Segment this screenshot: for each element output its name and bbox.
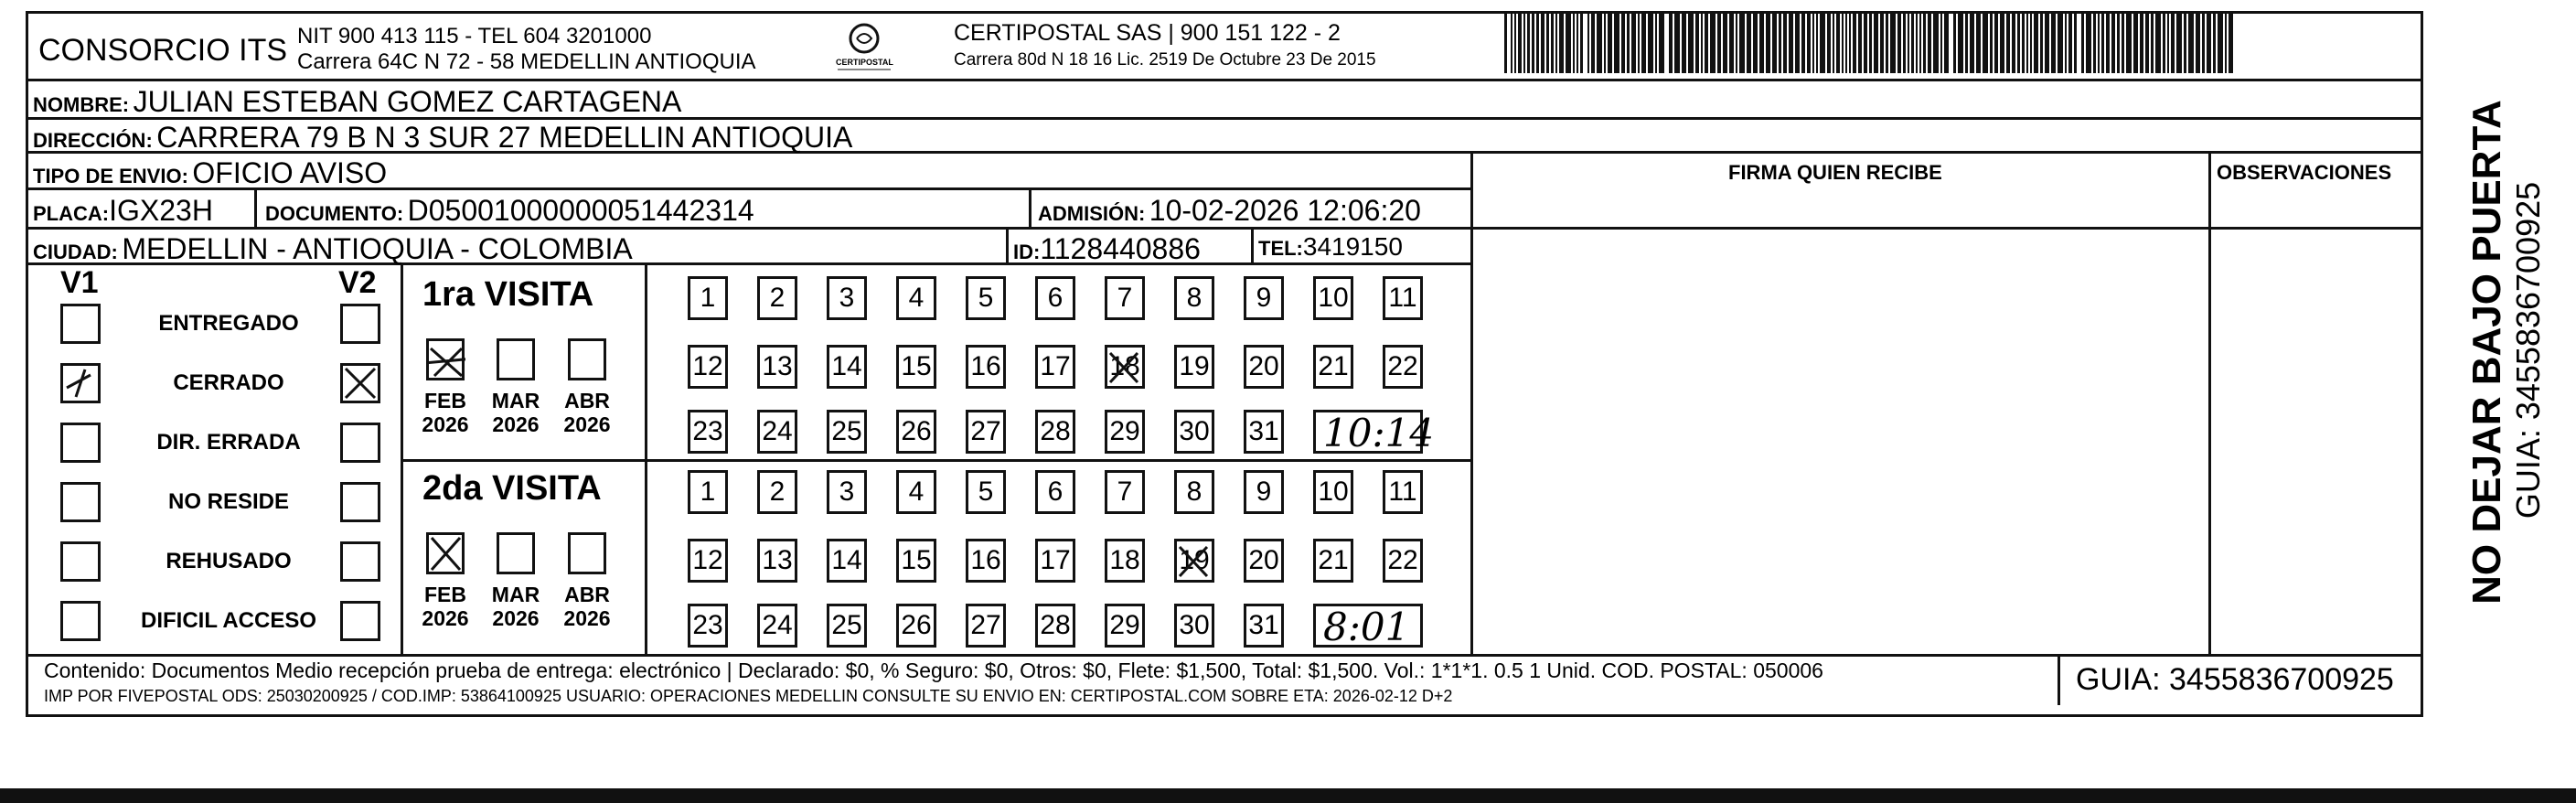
- day-box[interactable]: [1174, 539, 1214, 583]
- month-name: ABR: [564, 389, 610, 412]
- handwritten-time-box[interactable]: [1313, 410, 1435, 455]
- day-number: 10: [1318, 476, 1349, 507]
- status-label: ENTREGADO: [158, 311, 299, 336]
- nombre-value: JULIAN ESTEBAN GOMEZ CARTAGENA: [133, 85, 682, 118]
- day-number: 23: [692, 610, 723, 640]
- day-number: 8: [1186, 476, 1202, 507]
- bottom-strip: [0, 788, 2576, 803]
- day-box[interactable]: [688, 539, 728, 583]
- day-number: 12: [692, 351, 723, 381]
- side-guia: GUIA: 3455836700925: [2509, 181, 2547, 519]
- observaciones-header: OBSERVACIONES: [2217, 161, 2392, 184]
- row-divider: [26, 654, 2423, 657]
- status-label: CERRADO: [173, 370, 284, 395]
- tipo-envio-value: OFICIO AVISO: [192, 156, 388, 189]
- day-box[interactable]: [688, 604, 728, 648]
- v1-label: V1: [60, 265, 99, 300]
- v1-checkbox[interactable]: [60, 482, 101, 522]
- day-box[interactable]: [688, 470, 728, 514]
- direccion-label: DIRECCIÓN:: [33, 129, 153, 152]
- day-box[interactable]: [688, 410, 728, 454]
- v1-checkbox[interactable]: [60, 541, 101, 582]
- firma-header: FIRMA QUIEN RECIBE: [1728, 161, 1942, 184]
- handwritten-time: 8:01: [1323, 605, 1410, 649]
- status-label: DIFICIL ACCESO: [140, 608, 316, 633]
- status-label: NO RESIDE: [167, 489, 290, 514]
- day-number: 1: [700, 476, 716, 507]
- id-label: ID:: [1013, 241, 1041, 263]
- day-box[interactable]: [1035, 276, 1075, 320]
- day-box[interactable]: [1244, 470, 1284, 514]
- col-divider: [645, 262, 647, 654]
- day-number: 1: [700, 283, 716, 313]
- day-number: 17: [1040, 351, 1071, 381]
- day-number: 21: [1318, 351, 1349, 381]
- visit-2-title: 2da VISITA: [422, 469, 602, 508]
- day-number: 4: [908, 283, 925, 313]
- day-number: 5: [978, 283, 994, 313]
- day-number: 31: [1248, 610, 1279, 640]
- day-number: 7: [1117, 476, 1133, 507]
- direccion-value: CARRERA 79 B N 3 SUR 27 MEDELLIN ANTIOQUIA: [156, 121, 853, 154]
- v1-checkbox[interactable]: [60, 601, 101, 641]
- day-box[interactable]: [757, 410, 797, 454]
- day-number: 7: [1117, 283, 1133, 313]
- month-checkbox[interactable]: [497, 532, 535, 574]
- v2-checkbox[interactable]: [340, 423, 380, 463]
- day-number: 24: [762, 416, 793, 446]
- footer-imp: IMP POR FIVEPOSTAL ODS: 25030200925 / COD.IMP: 53864100925 USUARIO: OPERACIONES MEDELLIN CONSULTE SU ENVIO EN: CERTIPOSTAL.COM SOBRE ETA: 2026-02-12 D+2: [44, 687, 1453, 705]
- day-box[interactable]: [896, 539, 936, 583]
- day-number: 3: [839, 283, 855, 313]
- day-box[interactable]: [896, 345, 936, 389]
- day-box[interactable]: [1105, 539, 1145, 583]
- day-box[interactable]: [1035, 410, 1075, 454]
- placa-value: IGX23H: [109, 194, 213, 227]
- side-warning: NO DEJAR BAJO PUERTA: [2464, 100, 2509, 605]
- day-box[interactable]: [966, 604, 1006, 648]
- day-number: 9: [1256, 283, 1272, 313]
- day-number: 13: [762, 545, 793, 575]
- company-address: Carrera 64C N 72 - 58 MEDELLIN ANTIOQUIA: [297, 49, 756, 74]
- col-divider: [1029, 187, 1031, 227]
- day-box[interactable]: [1244, 276, 1284, 320]
- day-number: 24: [762, 610, 793, 640]
- courier-license: Carrera 80d N 18 16 Lic. 2519 De Octubre 23 De 2015: [954, 50, 1376, 70]
- day-number: 25: [831, 610, 862, 640]
- day-number: 29: [1109, 610, 1140, 640]
- day-number: 17: [1040, 545, 1071, 575]
- day-number: 18: [1109, 351, 1140, 381]
- day-number: 21: [1318, 545, 1349, 575]
- ciudad-value: MEDELLIN - ANTIOQUIA - COLOMBIA: [122, 232, 633, 265]
- day-box[interactable]: [1244, 345, 1284, 389]
- month-checkbox[interactable]: [426, 532, 465, 574]
- day-number: 29: [1109, 416, 1140, 446]
- day-box[interactable]: [827, 276, 867, 320]
- month-year: 2026: [422, 412, 469, 437]
- observaciones-area[interactable]: [2213, 192, 2419, 649]
- admision-label: ADMISIÓN:: [1038, 202, 1146, 225]
- day-number: 13: [762, 351, 793, 381]
- day-box[interactable]: [757, 276, 797, 320]
- day-number: 20: [1248, 351, 1279, 381]
- day-number: 11: [1388, 476, 1417, 507]
- day-box[interactable]: [896, 470, 936, 514]
- v2-checkbox[interactable]: [340, 541, 380, 582]
- day-box[interactable]: [688, 345, 728, 389]
- placa-label: PLACA:: [33, 202, 110, 225]
- day-box[interactable]: [1174, 276, 1214, 320]
- company-nit-tel: NIT 900 413 115 - TEL 604 3201000: [297, 24, 652, 48]
- day-number: 8: [1186, 283, 1202, 313]
- footer-contenido: Contenido: Documentos Medio recepción prueba de entrega: electrónico | Declarado: $0, % Seguro: $0, Otros: $0, Flete: $1,500, Total: $1,500. Vol.: 1*1*1. 0.5 1 Unid. COD. POSTAL: 050006: [44, 658, 1823, 682]
- day-number: 28: [1040, 416, 1071, 446]
- day-box[interactable]: [757, 604, 797, 648]
- month-name: MAR: [491, 389, 540, 412]
- day-box[interactable]: [1035, 470, 1075, 514]
- v1-checkbox[interactable]: [60, 304, 101, 344]
- day-number: 19: [1179, 351, 1210, 381]
- day-number: 15: [901, 545, 932, 575]
- day-box[interactable]: [1105, 410, 1145, 454]
- side-text: [2428, 100, 2547, 617]
- month-checkbox[interactable]: [568, 338, 606, 380]
- day-box[interactable]: [1383, 470, 1423, 514]
- day-box[interactable]: [1244, 539, 1284, 583]
- day-number: 19: [1179, 545, 1210, 575]
- day-number: 3: [839, 476, 855, 507]
- col-divider: [1470, 151, 1473, 654]
- documento-label: DOCUMENTO:: [265, 202, 404, 225]
- v2-checkbox[interactable]: [340, 601, 380, 641]
- day-number: 14: [831, 545, 862, 575]
- month-checkbox[interactable]: [568, 532, 606, 574]
- day-box[interactable]: [688, 276, 728, 320]
- day-number: 2: [769, 476, 786, 507]
- status-label: REHUSADO: [166, 549, 292, 573]
- v2-checkbox[interactable]: [340, 363, 380, 403]
- month-year: 2026: [422, 606, 469, 631]
- month-label: [560, 389, 615, 437]
- day-box[interactable]: [1313, 345, 1353, 389]
- v1-checkbox[interactable]: [60, 363, 101, 403]
- day-box[interactable]: [1313, 470, 1353, 514]
- day-box[interactable]: [1174, 410, 1214, 454]
- day-number: 22: [1387, 351, 1418, 381]
- certipostal-logo: [832, 22, 896, 77]
- visit-divider: [401, 459, 1470, 462]
- day-box[interactable]: [827, 539, 867, 583]
- day-box[interactable]: [1174, 470, 1214, 514]
- day-number: 16: [970, 351, 1001, 381]
- month-checkbox[interactable]: [497, 338, 535, 380]
- month-year: 2026: [492, 412, 540, 437]
- col-divider: [401, 262, 403, 654]
- day-number: 27: [970, 610, 1001, 640]
- month-label: [418, 389, 473, 437]
- day-number: 6: [1047, 476, 1064, 507]
- day-box[interactable]: [1383, 345, 1423, 389]
- month-label: [488, 389, 543, 437]
- month-checkbox[interactable]: [426, 338, 465, 380]
- day-number: 2: [769, 283, 786, 313]
- v1-checkbox[interactable]: [60, 423, 101, 463]
- day-box[interactable]: [1383, 539, 1423, 583]
- day-number: 18: [1109, 545, 1140, 575]
- day-number: 26: [901, 610, 932, 640]
- day-box[interactable]: [1105, 345, 1145, 389]
- day-box[interactable]: [1313, 276, 1353, 320]
- day-number: 30: [1179, 416, 1210, 446]
- day-box[interactable]: [896, 410, 936, 454]
- month-name: MAR: [491, 583, 540, 606]
- day-number: 31: [1248, 416, 1279, 446]
- day-box[interactable]: [1035, 539, 1075, 583]
- col-divider: [1251, 227, 1254, 262]
- ciudad-label: CIUDAD:: [33, 241, 118, 263]
- month-year: 2026: [563, 606, 611, 631]
- day-box[interactable]: [1174, 604, 1214, 648]
- day-number: 22: [1387, 545, 1418, 575]
- day-box[interactable]: [1105, 470, 1145, 514]
- day-number: 6: [1047, 283, 1064, 313]
- day-number: 10: [1318, 283, 1349, 313]
- footer-guia: GUIA: 3455836700925: [2076, 662, 2394, 697]
- col-divider: [2058, 654, 2060, 705]
- firma-area[interactable]: [1474, 192, 2206, 649]
- day-number: 9: [1256, 476, 1272, 507]
- day-box[interactable]: [827, 410, 867, 454]
- day-number: 16: [970, 545, 1001, 575]
- day-box[interactable]: [757, 470, 797, 514]
- day-number: 14: [831, 351, 862, 381]
- tel-value: 3419150: [1302, 232, 1403, 261]
- day-box[interactable]: [896, 276, 936, 320]
- tipo-envio-label: TIPO DE ENVIO:: [33, 165, 188, 187]
- month-year: 2026: [563, 412, 611, 437]
- company-name: CONSORCIO ITS: [38, 33, 288, 68]
- day-box[interactable]: [757, 345, 797, 389]
- day-box[interactable]: [1174, 345, 1214, 389]
- month-label: [488, 583, 543, 631]
- day-box[interactable]: [966, 539, 1006, 583]
- v2-label: V2: [338, 265, 377, 300]
- header-divider: [26, 79, 2423, 81]
- day-number: 11: [1388, 283, 1417, 313]
- day-box[interactable]: [966, 470, 1006, 514]
- month-name: ABR: [564, 583, 610, 606]
- logo-text: CERTIPOSTAL: [836, 58, 893, 67]
- month-name: FEB: [424, 583, 466, 606]
- day-box[interactable]: [827, 470, 867, 514]
- day-box[interactable]: [966, 410, 1006, 454]
- day-number: 27: [970, 416, 1001, 446]
- day-box[interactable]: [757, 539, 797, 583]
- day-box[interactable]: [1105, 276, 1145, 320]
- courier-name: CERTIPOSTAL SAS | 900 151 122 - 2: [954, 20, 1341, 46]
- handwritten-time: 10:14: [1323, 411, 1435, 455]
- day-box[interactable]: [966, 276, 1006, 320]
- v2-checkbox[interactable]: [340, 482, 380, 522]
- day-box[interactable]: [1105, 604, 1145, 648]
- day-number: 23: [692, 416, 723, 446]
- day-number: 5: [978, 476, 994, 507]
- day-number: 28: [1040, 610, 1071, 640]
- day-box[interactable]: [1313, 539, 1353, 583]
- day-number: 20: [1248, 545, 1279, 575]
- day-box[interactable]: [1244, 604, 1284, 648]
- nombre-label: NOMBRE:: [33, 93, 130, 116]
- day-box[interactable]: [827, 345, 867, 389]
- day-number: 12: [692, 545, 723, 575]
- month-year: 2026: [492, 606, 540, 631]
- month-label: [418, 583, 473, 631]
- admision-value: 10-02-2026 12:06:20: [1149, 194, 1421, 227]
- id-value: 1128440886: [1040, 232, 1201, 265]
- status-label: DIR. ERRADA: [156, 430, 301, 455]
- v2-checkbox[interactable]: [340, 304, 380, 344]
- day-box[interactable]: [966, 345, 1006, 389]
- day-number: 30: [1179, 610, 1210, 640]
- day-box[interactable]: [1035, 345, 1075, 389]
- month-label: [560, 583, 615, 631]
- month-name: FEB: [424, 389, 466, 412]
- day-number: 4: [908, 476, 925, 507]
- barcode: [1504, 13, 2236, 73]
- documento-value: D05001000000051442314: [407, 194, 754, 227]
- tel-label: TEL:: [1258, 237, 1303, 260]
- day-box[interactable]: [1035, 604, 1075, 648]
- day-number: 26: [901, 416, 932, 446]
- col-divider: [2208, 151, 2211, 654]
- col-divider: [1006, 227, 1009, 262]
- day-box[interactable]: [827, 604, 867, 648]
- day-number: 15: [901, 351, 932, 381]
- day-number: 25: [831, 416, 862, 446]
- day-box[interactable]: [896, 604, 936, 648]
- handwritten-time-box[interactable]: [1313, 604, 1423, 648]
- visit-1-title: 1ra VISITA: [422, 275, 594, 314]
- day-box[interactable]: [1383, 276, 1423, 320]
- day-box[interactable]: [1244, 410, 1284, 454]
- col-divider: [254, 187, 257, 227]
